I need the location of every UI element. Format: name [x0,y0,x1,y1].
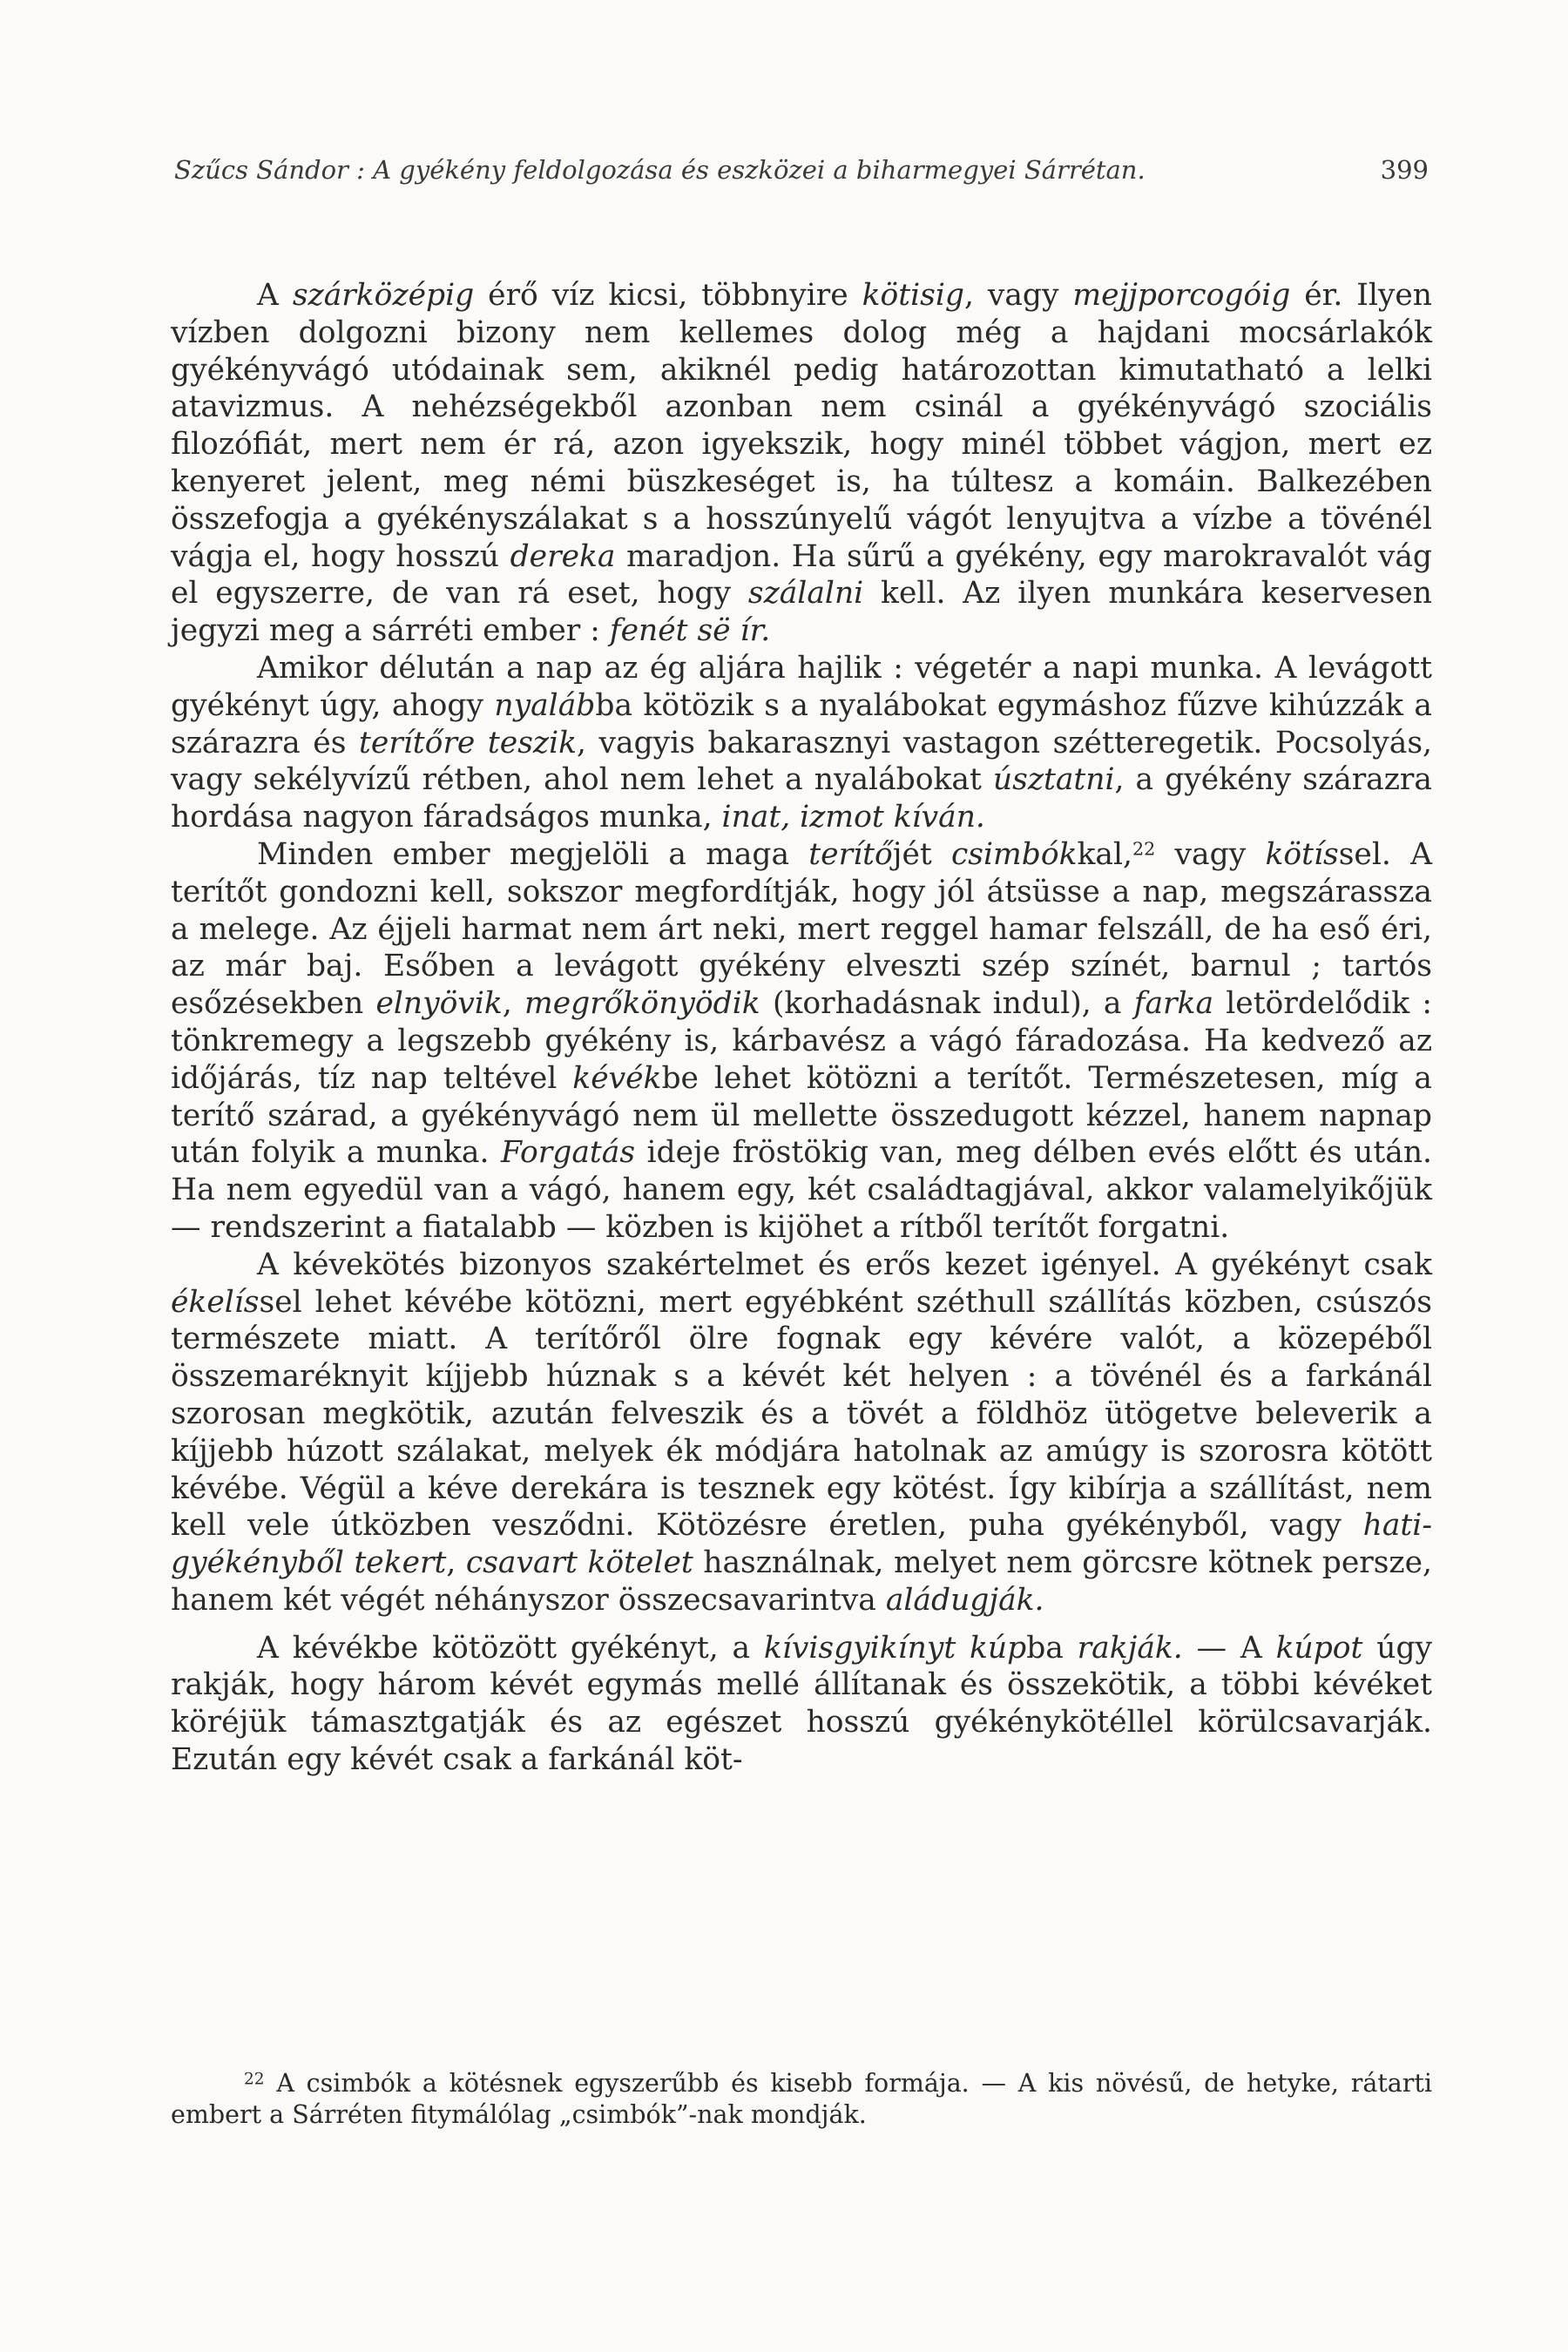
footnote-body: A csimbók a kötésnek egyszerűbb és kisebb formája. — A kis növésű, de hetyke, rátarti embert a Sárréten fitymálólag „csimbók”-nak mondják. [171,2069,1432,2129]
text-run: kell. Az ilyen munkára keservesen jegyzi meg a sárréti ember : [171,576,1432,649]
text-run: , a gyékény szárazra hordása nagyon fáradságos munka, [171,762,1432,835]
italic-term: kúpot [1275,1630,1363,1666]
italic-term: csavart kötelet [465,1545,693,1581]
italic-term: ékelís [171,1284,260,1320]
text-run: érő víz kicsi, többnyire [474,278,862,313]
text-run: ér. Ilyen vízben dolgozni bizony nem kellemes dolog még a hajdani mocsárlakók gyékényvágó utódainak sem, akiknél pedig határozottan kimutatható a lelki atavizmus. A nehézségekből azonban nem csinál a gyékényvágó szociális filozófiát, mert nem ér rá, azon igyekszik, hogy minél többet vágjon, mert ez kenyeret jelent, meg némi büszkeséget is, ha túltesz a komáin. Balkezében összefogja a gyékényszálakat s a hosszúnyelű vágót lenyujtva a vízbe a tövénél vágja el, hogy hosszú [171,278,1433,574]
text-run: , [502,986,525,1022]
text-run: kal, [1077,836,1132,872]
body-text [171,277,1432,1779]
text-run: sel lehet kévébe kötözni, mert egyébként széthull szállítás közben, csúszós természete miatt. A terítőről ölre fognak egy kévére valót, a közepéből összemaréknyit kíjjebb húznak s a kévét két helyen : a tövénél és a farkánál szorosan megkötik, azután felveszik és a tövét a földhöz ütögetve beleverik a kíjjebb húzott szálakat, melyek ék módjára hatolnak az amúgy is szorosra kötött kévébe. Végül a kéve derekára is tesznek egy kötést. Így kibírja a szállítást, nem kell vele útközben vesződni. Kötözésre éretlen, puha gyékényből, vagy [171,1284,1432,1544]
text-run: A [257,278,293,313]
italic-term: nyaláb [494,687,596,723]
text-run: úgy rakják, hogy három kévét egymás mellé állítanak és összekötik, a többi kévéket köréjük támasztgatják és az egészet hosszú gyékénykötéllel körülcsavarják. Ezután egy kévét csak a farkánál köt- [171,1630,1433,1778]
italic-term: elnyövik [375,986,503,1022]
text-run: letördelődik : tönkremegy a legszebb gyékény is, kárbavész a vágó fáradozása. Ha kedvező az időjárás, tíz nap teltével [171,986,1433,1096]
italic-term: szálalni [747,576,864,612]
italic-term: fenét së ír. [609,613,771,649]
italic-term: terítőre teszik [359,725,578,760]
italic-term: farka [1133,986,1214,1022]
italic-term: aládugják. [885,1582,1044,1618]
italic-term: szárközépig [292,278,475,313]
footnote-number: 22 [244,2070,265,2089]
paragraph [171,1247,1432,1619]
text-run: vagy [1155,836,1266,872]
text-run: maradjon. Ha sűrű a gyékény, egy marokravalót vág el egyszerre, de van rá eset, hogy [171,538,1432,612]
paragraph [171,1630,1432,1779]
footnote [171,2068,1432,2131]
italic-term: terítő [808,836,893,872]
italic-term: kötisig [862,278,964,313]
text-run: — A [1182,1630,1276,1666]
footnote-text [171,2068,1432,2131]
italic-term: hatigyékényből tekert [171,1508,1432,1581]
italic-term: mejjporcogóig [1072,278,1291,313]
italic-term: kötís [1265,836,1339,872]
running-title: Szűcs Sándor : A gyékény feldolgozása és eszközei a biharmegyei Sárrétan. [174,155,1146,185]
text-run: (korhadásnak indul), a [760,986,1134,1022]
text-run: jét [892,836,951,872]
italic-term: megrőkönyödik [524,986,760,1022]
text-run: , vagyis bakarasznyi vastagon szétteregetik. Pocsolyás, vagy sekélyvízű rétben, ahol nem lehet a nyalábokat [171,725,1433,798]
text-run: A kévékbe kötözött gyékényt, a [257,1630,764,1666]
italic-term: inat, izmot kíván. [721,800,985,835]
paragraph [171,836,1432,1247]
text-run: ideje fröstökig van, meg délben evés előtt és után. Ha nem egyedül van a vágó, hanem egy, két családtagjával, akkor valamelyikőjük — rendszerint a fiatalabb — közben is kijöhet a rítből terítőt forgatni. [171,1135,1433,1245]
paragraph [171,650,1432,836]
text-run: Amikor délután a nap az ég aljára hajlik : végetér a napi munka. A levágott gyékényt úgy, ahogy [171,650,1432,723]
text-run: ba kötözik s a nyalábokat egymáshoz fűzve kihúzzák a szárazra és [171,687,1432,760]
paragraph [171,277,1432,650]
italic-term: úsztatni [992,762,1115,798]
italic-term: kévék [572,1060,662,1096]
page-number: 399 [1380,155,1429,185]
text-run: A kévekötés bizonyos szakértelmet és erős kezet igényel. A gyékényt csak [257,1247,1432,1282]
text-run: , [446,1545,466,1581]
italic-term: kívisgyikínyt kúp [763,1630,1027,1666]
running-header [174,155,1429,185]
italic-term: dereka [510,538,616,574]
text-run: Minden ember megjelöli a maga [257,836,809,872]
footnote-ref: 22 [1132,838,1156,860]
text-run: ba [1026,1630,1078,1666]
text-run: használnak, melyet nem görcsre kötnek persze, hanem két végét néhányszor összecsavarintva [171,1545,1432,1618]
italic-term: Forgatás [500,1135,636,1171]
text-run: , vagy [963,278,1073,313]
italic-term: rakják. [1077,1630,1183,1666]
text-run: sel. A terítőt gondozni kell, sokszor megfordítják, hogy jól átsüsse a nap, megszárassza a melege. Az éjjeli harmat nem árt neki, mert reggel hamar felszáll, de ha eső éri, az már baj. Esőben a levágott gyékény elveszti szép színét, barnul ; tartós esőzésekben [171,836,1432,1022]
text-run: be lehet kötözni a terítőt. Természetesen, míg a terítő szárad, a gyékényvágó nem ül mellette összedugott kézzel, hanem napnap után folyik a munka. [171,1060,1432,1171]
italic-term: csimbók [950,836,1078,872]
